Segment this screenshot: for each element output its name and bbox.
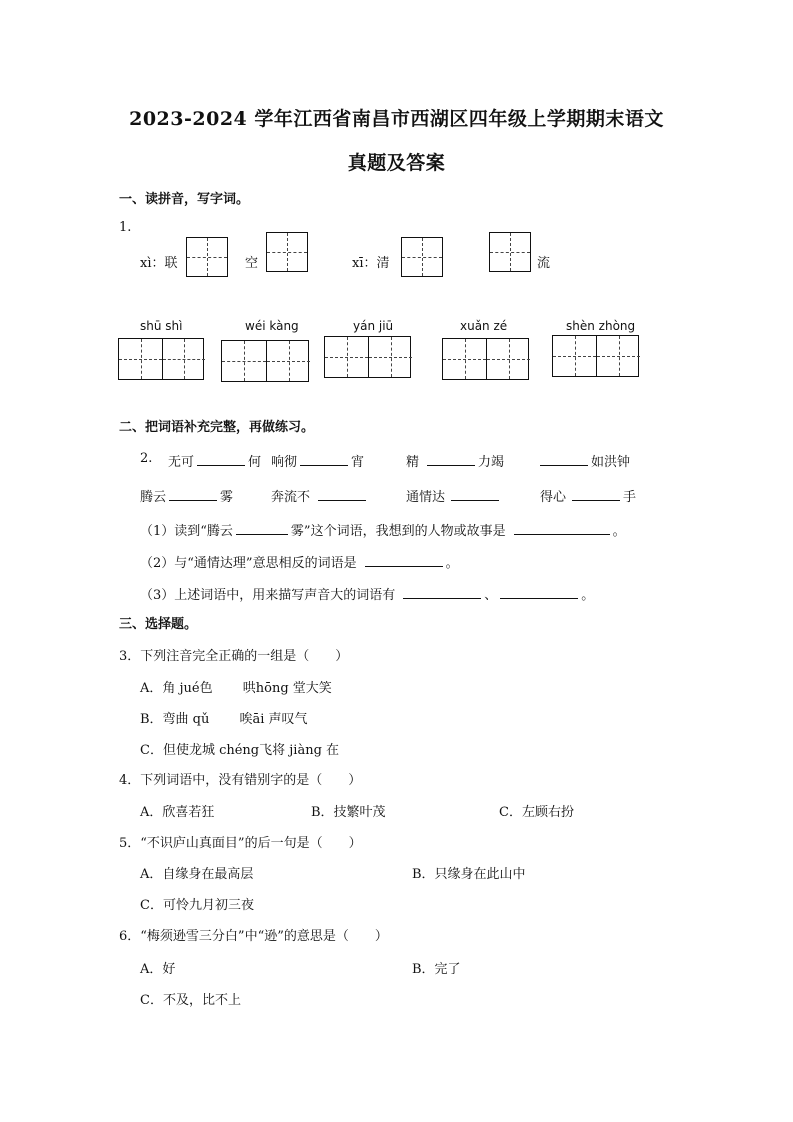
q4-option-c[interactable]: C．左顾右扮 — [499, 805, 574, 820]
writing-box-4[interactable] — [489, 232, 531, 272]
section1-heading: 一、读拼音，写字词。 — [119, 192, 250, 207]
q2-number: 2. — [140, 451, 153, 466]
sub1-blank-a[interactable] — [236, 522, 288, 535]
writing-box-2[interactable] — [266, 232, 308, 272]
idiom-7-blank[interactable] — [451, 488, 499, 501]
pinyin-label-2: wéi kàng — [245, 319, 299, 333]
q4-stem: 4．下列词语中，没有错别字的是（ ） — [119, 773, 362, 788]
q1-number: 1. — [119, 220, 132, 235]
sub1-blank-b[interactable] — [514, 522, 610, 535]
idiom-5-blank[interactable] — [169, 488, 217, 501]
pinyin-label-3: yán jiū — [353, 319, 394, 333]
pinyin-label-5: shèn zhòng — [566, 319, 636, 333]
idiom-1: 无可 何 — [168, 455, 262, 470]
sub3-blank-a[interactable] — [403, 586, 481, 599]
idiom-8-blank[interactable] — [572, 488, 620, 501]
writing-box-3[interactable] — [401, 237, 443, 277]
idiom-6-blank[interactable] — [318, 488, 366, 501]
idiom-2-blank[interactable] — [300, 453, 348, 466]
q6-option-a[interactable]: A．好 — [140, 962, 176, 977]
q5-option-b[interactable]: B．只缘身在此山中 — [412, 867, 526, 882]
q6-stem: 6．“梅须逊雪三分白”中“逊”的意思是（ ） — [119, 929, 388, 944]
q2-sub1: （1）读到“腾云 雾”这个词语，我想到的人物或故事是 。 — [140, 524, 626, 539]
writing-box-pair-5[interactable] — [552, 335, 639, 377]
idiom-5: 腾云 雾 — [140, 490, 234, 505]
q4-option-b[interactable]: B．技繁叶茂 — [311, 805, 386, 820]
row1-label-liu: 流 — [537, 256, 551, 271]
idiom-8: 得心 手 — [540, 490, 637, 505]
idiom-6: 奔流不 — [271, 486, 369, 505]
section2-heading: 二、把词语补充完整，再做练习。 — [119, 420, 315, 435]
writing-box-pair-1[interactable] — [118, 338, 204, 380]
idiom-4-blank[interactable] — [540, 453, 588, 466]
idiom-4: 如洪钟 — [537, 451, 630, 470]
q2-sub3: （3）上述词语中，用来描写声音大的词语有 、 。 — [140, 588, 595, 603]
writing-box-pair-4[interactable] — [442, 338, 529, 380]
pinyin-label-1: shū shì — [140, 319, 183, 333]
idiom-2: 响彻 宵 — [271, 455, 365, 470]
q4-option-a[interactable]: A．欣喜若狂 — [140, 805, 215, 820]
q3-stem: 3．下列注音完全正确的一组是（ ） — [119, 649, 349, 664]
q5-option-a[interactable]: A．自缘身在最高层 — [140, 867, 254, 882]
q5-stem: 5．“不识庐山真面目”的后一句是（ ） — [119, 836, 362, 851]
idiom-3: 精 力竭 — [406, 455, 505, 470]
writing-box-1[interactable] — [186, 237, 228, 277]
idiom-7: 通情达 — [406, 486, 502, 505]
section3-heading: 三、选择题。 — [119, 617, 198, 632]
q5-option-c[interactable]: C．可怜九月初三夜 — [140, 898, 254, 913]
writing-box-pair-3[interactable] — [324, 336, 411, 378]
idiom-3-blank[interactable] — [427, 453, 475, 466]
writing-box-pair-2[interactable] — [221, 340, 309, 382]
q3-option-c[interactable]: C．但使龙城 chéng飞将 jiàng 在 — [140, 743, 340, 758]
row1-label-xi1: xī：清 — [352, 256, 390, 271]
page-title-line2: 真题及答案 — [347, 152, 446, 174]
q3-option-a[interactable]: A．角 jué色 哄hōng 堂大笑 — [140, 681, 332, 696]
row1-label-xi4: xì：联 — [140, 256, 178, 271]
pinyin-label-4: xuǎn zé — [460, 319, 508, 333]
q6-option-b[interactable]: B．完了 — [412, 962, 461, 977]
q6-option-c[interactable]: C．不及，比不上 — [140, 993, 241, 1008]
idiom-1-blank[interactable] — [197, 453, 245, 466]
q3-option-b[interactable]: B．弯曲 qǔ 唉āi 声叹气 — [140, 712, 308, 727]
sub3-blank-b[interactable] — [500, 586, 578, 599]
sub2-blank[interactable] — [365, 554, 443, 567]
page-title-line1: 2023-2024 学年江西省南昌市西湖区四年级上学期期末语文 — [129, 108, 664, 130]
q2-sub2: （2）与“通情达理”意思相反的词语是 。 — [140, 556, 459, 571]
row1-label-kong: 空 — [245, 256, 259, 271]
